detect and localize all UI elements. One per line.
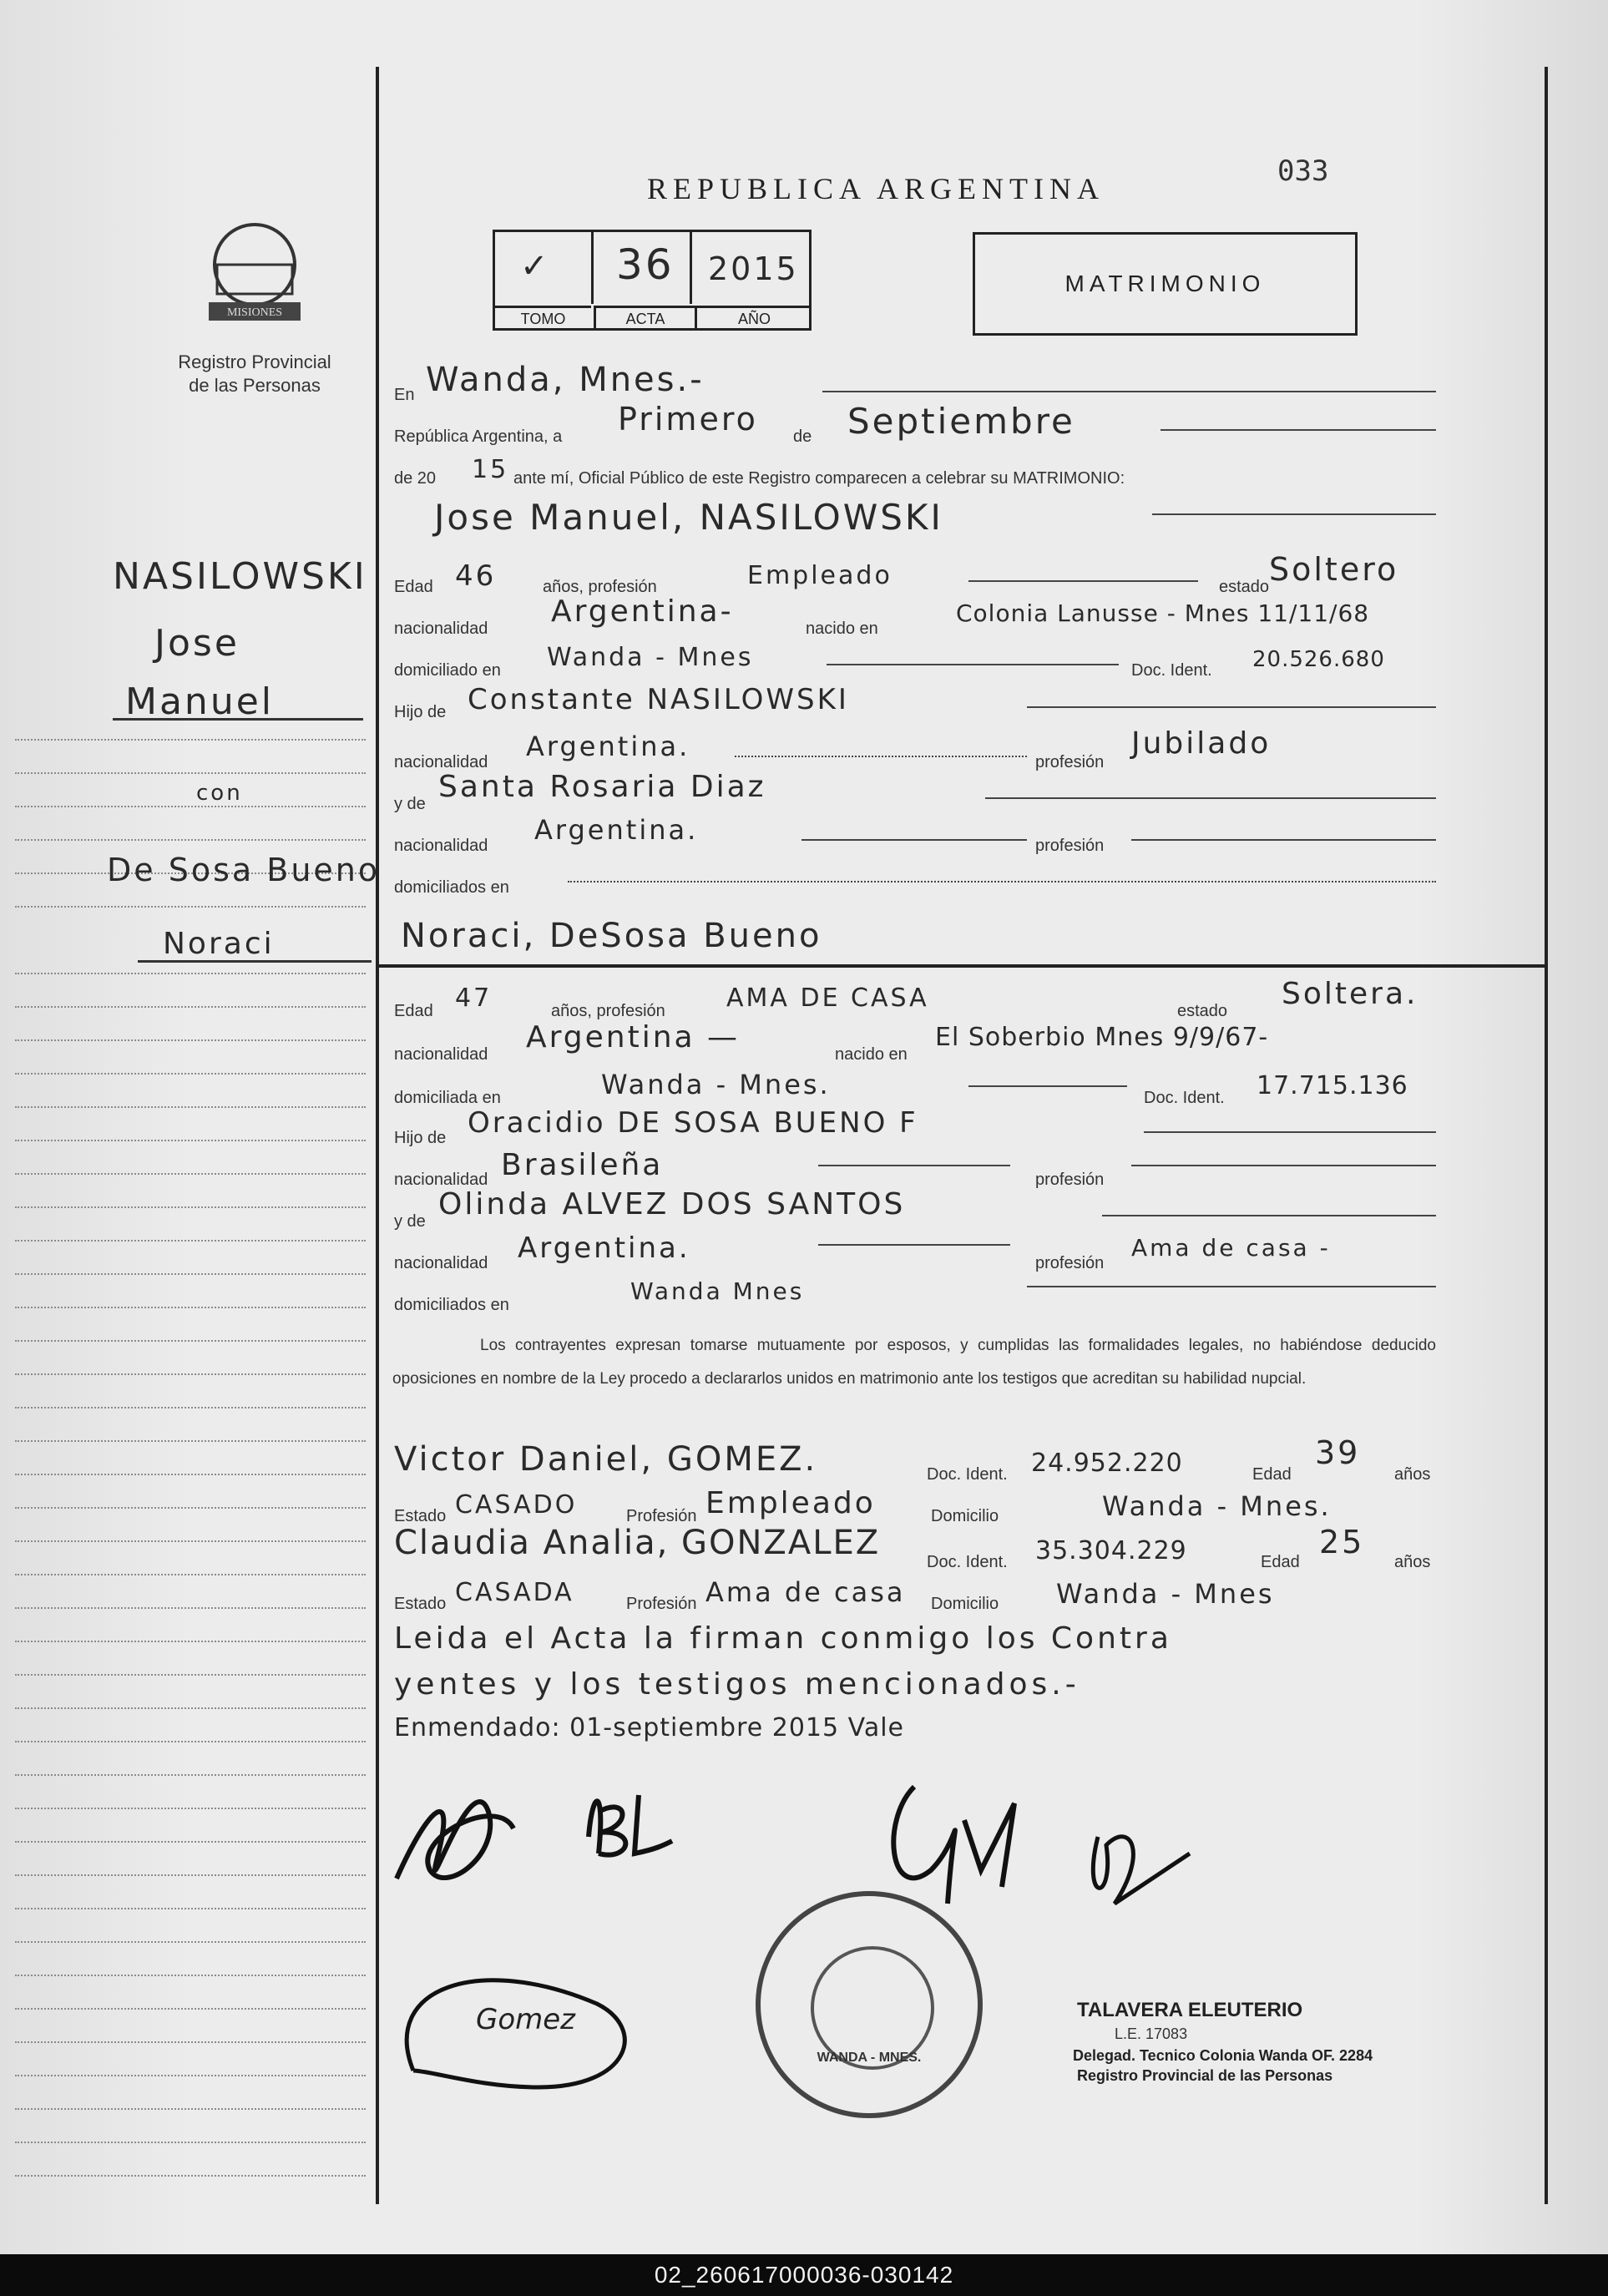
groom-nationality: Argentina- — [551, 594, 734, 629]
margin-surname-groom: NASILOWSKI — [113, 555, 367, 598]
rule — [1131, 1165, 1436, 1166]
label-edad: Edad — [1261, 1553, 1300, 1571]
label-profesion: profesión — [1035, 1171, 1105, 1189]
label-domiciliados: domiciliados en — [394, 1296, 509, 1314]
bride-mother-nat: Argentina. — [518, 1231, 690, 1265]
label-edad: Edad — [394, 1002, 433, 1020]
label-estado-w: Estado — [394, 1595, 447, 1613]
witness1-name: Victor Daniel, GOMEZ. — [394, 1440, 818, 1479]
tomo-acta-anio-box — [493, 230, 812, 331]
label-edad: Edad — [1252, 1465, 1292, 1484]
registry-name — [150, 351, 359, 397]
rule — [1102, 1215, 1436, 1216]
bride-full-name: Noraci, DeSosa Bueno — [401, 917, 822, 955]
official-stamp-icon — [756, 1891, 983, 2118]
rule — [568, 881, 1436, 882]
anio-value: 2015 — [708, 250, 799, 287]
groom-birthplace: Colonia Lanusse - Mnes 11/11/68 — [956, 599, 1370, 627]
label-doc: Doc. Ident. — [927, 1465, 1008, 1484]
groom-profession: Empleado — [747, 561, 892, 590]
rule — [827, 664, 1119, 665]
closing-line-3: Enmendado: 01-septiembre 2015 Vale — [394, 1713, 905, 1742]
label-profesion-w: Profesión — [626, 1595, 697, 1613]
groom-mother-nat: Argentina. — [534, 814, 699, 846]
rule — [968, 1085, 1127, 1087]
tomo-value: ✓ — [520, 247, 551, 286]
intro-year: 15 — [472, 455, 509, 484]
official-id: L.E. 17083 — [1115, 2025, 1188, 2042]
label-y-de: y de — [394, 795, 426, 813]
label-nacido-en: nacido en — [835, 1045, 908, 1064]
seal-text: MISIONES — [226, 306, 283, 319]
groom-doc: 20.526.680 — [1252, 647, 1385, 672]
label-estado: estado — [1177, 1002, 1228, 1020]
margin-name-groom-2: Manuel — [125, 680, 274, 723]
rule — [822, 391, 1436, 392]
label-anios: años — [1394, 1553, 1431, 1571]
witness1-age: 39 — [1315, 1434, 1361, 1471]
label-profesion-w: Profesión — [626, 1507, 697, 1525]
label-domiciliados: domiciliados en — [394, 878, 509, 897]
registry-line-1: Registro Provincial — [178, 351, 331, 372]
bride-birthplace: El Soberbio Mnes 9/9/67- — [935, 1023, 1269, 1052]
bride-age: 47 — [455, 984, 493, 1013]
margin-surname-bride: De Sosa Bueno — [107, 852, 381, 888]
witness2-profession: Ama de casa — [705, 1576, 906, 1608]
bride-doc: 17.715.136 — [1257, 1071, 1408, 1100]
groom-father-prof: Jubilado — [1131, 726, 1272, 761]
witness1-signature-text: Gomez — [476, 2003, 576, 2036]
intro-declaration: ante mí, Oficial Público de este Registro comparecen a celebrar su MATRIMONIO: — [513, 469, 1125, 488]
tomo-label: TOMO — [495, 306, 591, 330]
intro-place: Wanda, Mnes.- — [426, 361, 705, 399]
margin-name-bride: Noraci — [163, 927, 275, 961]
label-nacionalidad: nacionalidad — [394, 1254, 488, 1272]
groom-domicile: Wanda - Mnes — [547, 643, 754, 672]
witness2-domicile: Wanda - Mnes — [1056, 1578, 1275, 1610]
label-estado: estado — [1219, 578, 1270, 596]
label-estado-w: Estado — [394, 1507, 447, 1525]
margin-underline-2 — [138, 960, 372, 963]
country-title: REPUBLICA ARGENTINA — [647, 172, 1105, 205]
rule — [1027, 1286, 1436, 1287]
groom-father-nat: Argentina. — [526, 731, 690, 762]
witness2-status: CASADA — [455, 1578, 574, 1607]
label-y-de: y de — [394, 1212, 426, 1231]
label-edad: Edad — [394, 578, 433, 596]
witness2-name: Claudia Analia, GONZALEZ — [394, 1524, 881, 1562]
registry-line-2: de las Personas — [189, 375, 321, 396]
official-name: TALAVERA ELEUTERIO — [1077, 1999, 1303, 2021]
label-doc: Doc. Ident. — [927, 1553, 1008, 1571]
rule — [968, 580, 1198, 582]
label-republica: República Argentina, a — [394, 427, 563, 446]
bride-signature-icon — [589, 1795, 672, 1855]
label-nacionalidad: nacionalidad — [394, 620, 488, 638]
intro-month: Septiembre — [847, 401, 1075, 442]
groom-signature-icon — [397, 1802, 513, 1879]
rule — [735, 756, 1027, 757]
margin-name-groom-1: Jose — [154, 622, 240, 665]
label-domiciliado: domiciliado en — [394, 661, 501, 680]
bride-father: Oracidio DE SOSA BUENO F — [468, 1106, 918, 1140]
act-type-box: MATRIMONIO — [973, 232, 1358, 336]
acta-label: ACTA — [594, 306, 695, 330]
official-org: Registro Provincial de las Personas — [1077, 2067, 1333, 2084]
groom-mother: Santa Rosaria Diaz — [438, 770, 766, 804]
witness1-doc: 24.952.220 — [1031, 1449, 1183, 1478]
rule — [1131, 839, 1436, 841]
label-profesion: profesión — [1035, 753, 1105, 771]
rule — [1152, 513, 1436, 515]
label-de20: de 20 — [394, 469, 437, 488]
witness1-domicile: Wanda - Mnes. — [1102, 1490, 1332, 1522]
groom-father: Constante NASILOWSKI — [468, 683, 849, 716]
rule — [818, 1244, 1010, 1246]
bride-parents-domicile: Wanda Mnes — [630, 1277, 805, 1305]
groom-civil-status: Soltero — [1269, 551, 1399, 588]
official-role: Delegad. Tecnico Colonia Wanda OF. 2284 — [1073, 2047, 1373, 2064]
label-doc: Doc. Ident. — [1131, 661, 1212, 680]
label-nacionalidad: nacionalidad — [394, 837, 488, 855]
official-signature-icon — [1093, 1837, 1190, 1904]
witness1-status: CASADO — [455, 1490, 578, 1520]
witness2-age: 25 — [1319, 1524, 1365, 1560]
groom-full-name: Jose Manuel, NASILOWSKI — [434, 497, 943, 538]
closing-line-2: yentes y los testigos mencionados.- — [394, 1667, 1080, 1702]
bride-domicile: Wanda - Mnes. — [601, 1069, 831, 1100]
bride-nationality: Argentina — — [526, 1020, 741, 1054]
left-border-line — [376, 67, 379, 2204]
label-profesion: profesión — [1035, 837, 1105, 855]
rule — [1027, 706, 1436, 708]
bride-civil-status: Soltera. — [1282, 977, 1418, 1011]
closing-line-1: Leida el Acta la firman conmigo los Contra — [394, 1621, 1172, 1656]
acta-value: 36 — [616, 240, 675, 289]
rule — [818, 1165, 1010, 1166]
intro-day: Primero — [618, 401, 758, 437]
label-nacionalidad: nacionalidad — [394, 753, 488, 771]
registry-seal-icon — [192, 219, 317, 336]
image-id-footer: 02_260617000036-030142 — [654, 2262, 954, 2288]
label-hijo-de: Hijo de — [394, 703, 447, 721]
label-domiciliada: domiciliada en — [394, 1089, 501, 1107]
anio-label: AÑO — [695, 306, 812, 330]
stamp-text: WANDA - MNES. — [817, 2051, 922, 2065]
label-de: de — [793, 427, 812, 446]
margin-con: con — [196, 781, 243, 806]
section-divider — [379, 964, 1545, 968]
bride-mother: Olinda ALVEZ DOS SANTOS — [438, 1187, 906, 1221]
label-anios-profesion: años, profesión — [543, 578, 657, 596]
label-doc: Doc. Ident. — [1144, 1089, 1225, 1107]
rule — [1144, 1131, 1436, 1133]
witness2-signature-icon — [893, 1787, 1014, 1904]
groom-age: 46 — [455, 559, 497, 593]
bride-mother-prof: Ama de casa - — [1131, 1234, 1331, 1262]
label-hijo-de: Hijo de — [394, 1129, 447, 1147]
rule — [985, 797, 1436, 799]
label-anios: años — [1394, 1465, 1431, 1484]
label-nacionalidad: nacionalidad — [394, 1171, 488, 1189]
label-domicilio-w: Domicilio — [931, 1595, 999, 1613]
label-nacido-en: nacido en — [806, 620, 878, 638]
label-profesion: profesión — [1035, 1254, 1105, 1272]
right-border-line — [1545, 67, 1548, 2204]
label-anios-profesion: años, profesión — [551, 1002, 665, 1020]
bride-father-nat: Brasileña — [501, 1148, 664, 1182]
legal-clause: Los contrayentes expresan tomarse mutuamente por esposos, y cumplidas las formalidades legales, no habiéndose deducido oposiciones en nombre de la Ley procedo a declararlos unidos en matrimonio ante los testigos que acreditan su habilidad nupcial. — [392, 1337, 1436, 1388]
rule — [1160, 429, 1436, 431]
label-en: En — [394, 386, 415, 404]
bride-profession: AMA DE CASA — [726, 984, 929, 1013]
rule — [801, 839, 1027, 841]
witness1-profession: Empleado — [705, 1486, 876, 1520]
label-nacionalidad: nacionalidad — [394, 1045, 488, 1064]
margin-underline-1 — [113, 718, 363, 721]
folio-number: 033 — [1277, 154, 1329, 188]
label-domicilio-w: Domicilio — [931, 1507, 999, 1525]
witness2-doc: 35.304.229 — [1035, 1536, 1187, 1565]
